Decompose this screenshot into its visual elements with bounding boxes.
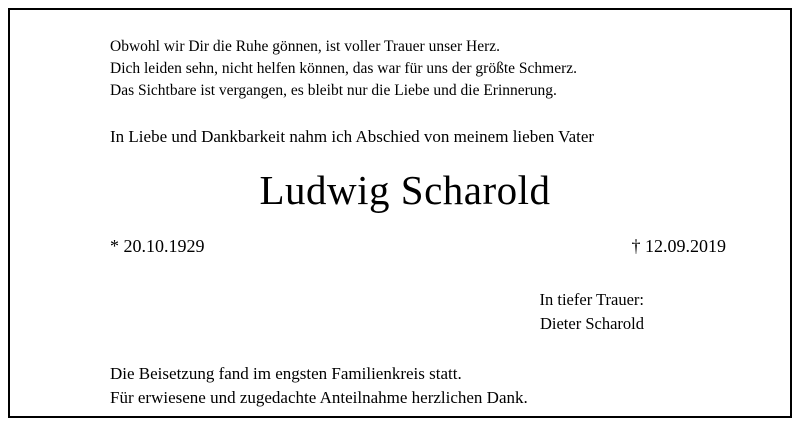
intro-text: In Liebe und Dankbarkeit nahm ich Abschied von meinem lieben Vater: [110, 127, 595, 146]
verse-line-1: Obwohl wir Dir die Ruhe gönnen, ist voller Trauer unser Herz.: [110, 38, 501, 55]
memorial-verse: [110, 36, 740, 102]
verse-line-3: Das Sichtbare ist vergangen, es bleibt nur die Liebe und die Erinnerung.: [110, 82, 557, 99]
date-of-birth: * 20.10.1929: [110, 236, 205, 257]
verse-line-2: Dich leiden sehn, nicht helfen können, das war für uns der größte Schmerz.: [110, 60, 578, 77]
life-dates: [110, 236, 740, 262]
mourners-block: [110, 288, 740, 336]
mourner-name: Dieter Scharold: [539, 314, 644, 334]
date-of-death: † 12.09.2019: [631, 236, 726, 257]
mourning-label: In tiefer Trauer:: [539, 290, 644, 310]
deceased-name: Ludwig Scharold: [259, 167, 551, 214]
closing-line-1: Die Beisetzung fand im engsten Familienkreis statt.: [110, 363, 462, 383]
closing-text: [110, 362, 740, 410]
closing-line-2: Für erwiesene und zugedachte Anteilnahme herzlichen Dank.: [110, 387, 528, 407]
